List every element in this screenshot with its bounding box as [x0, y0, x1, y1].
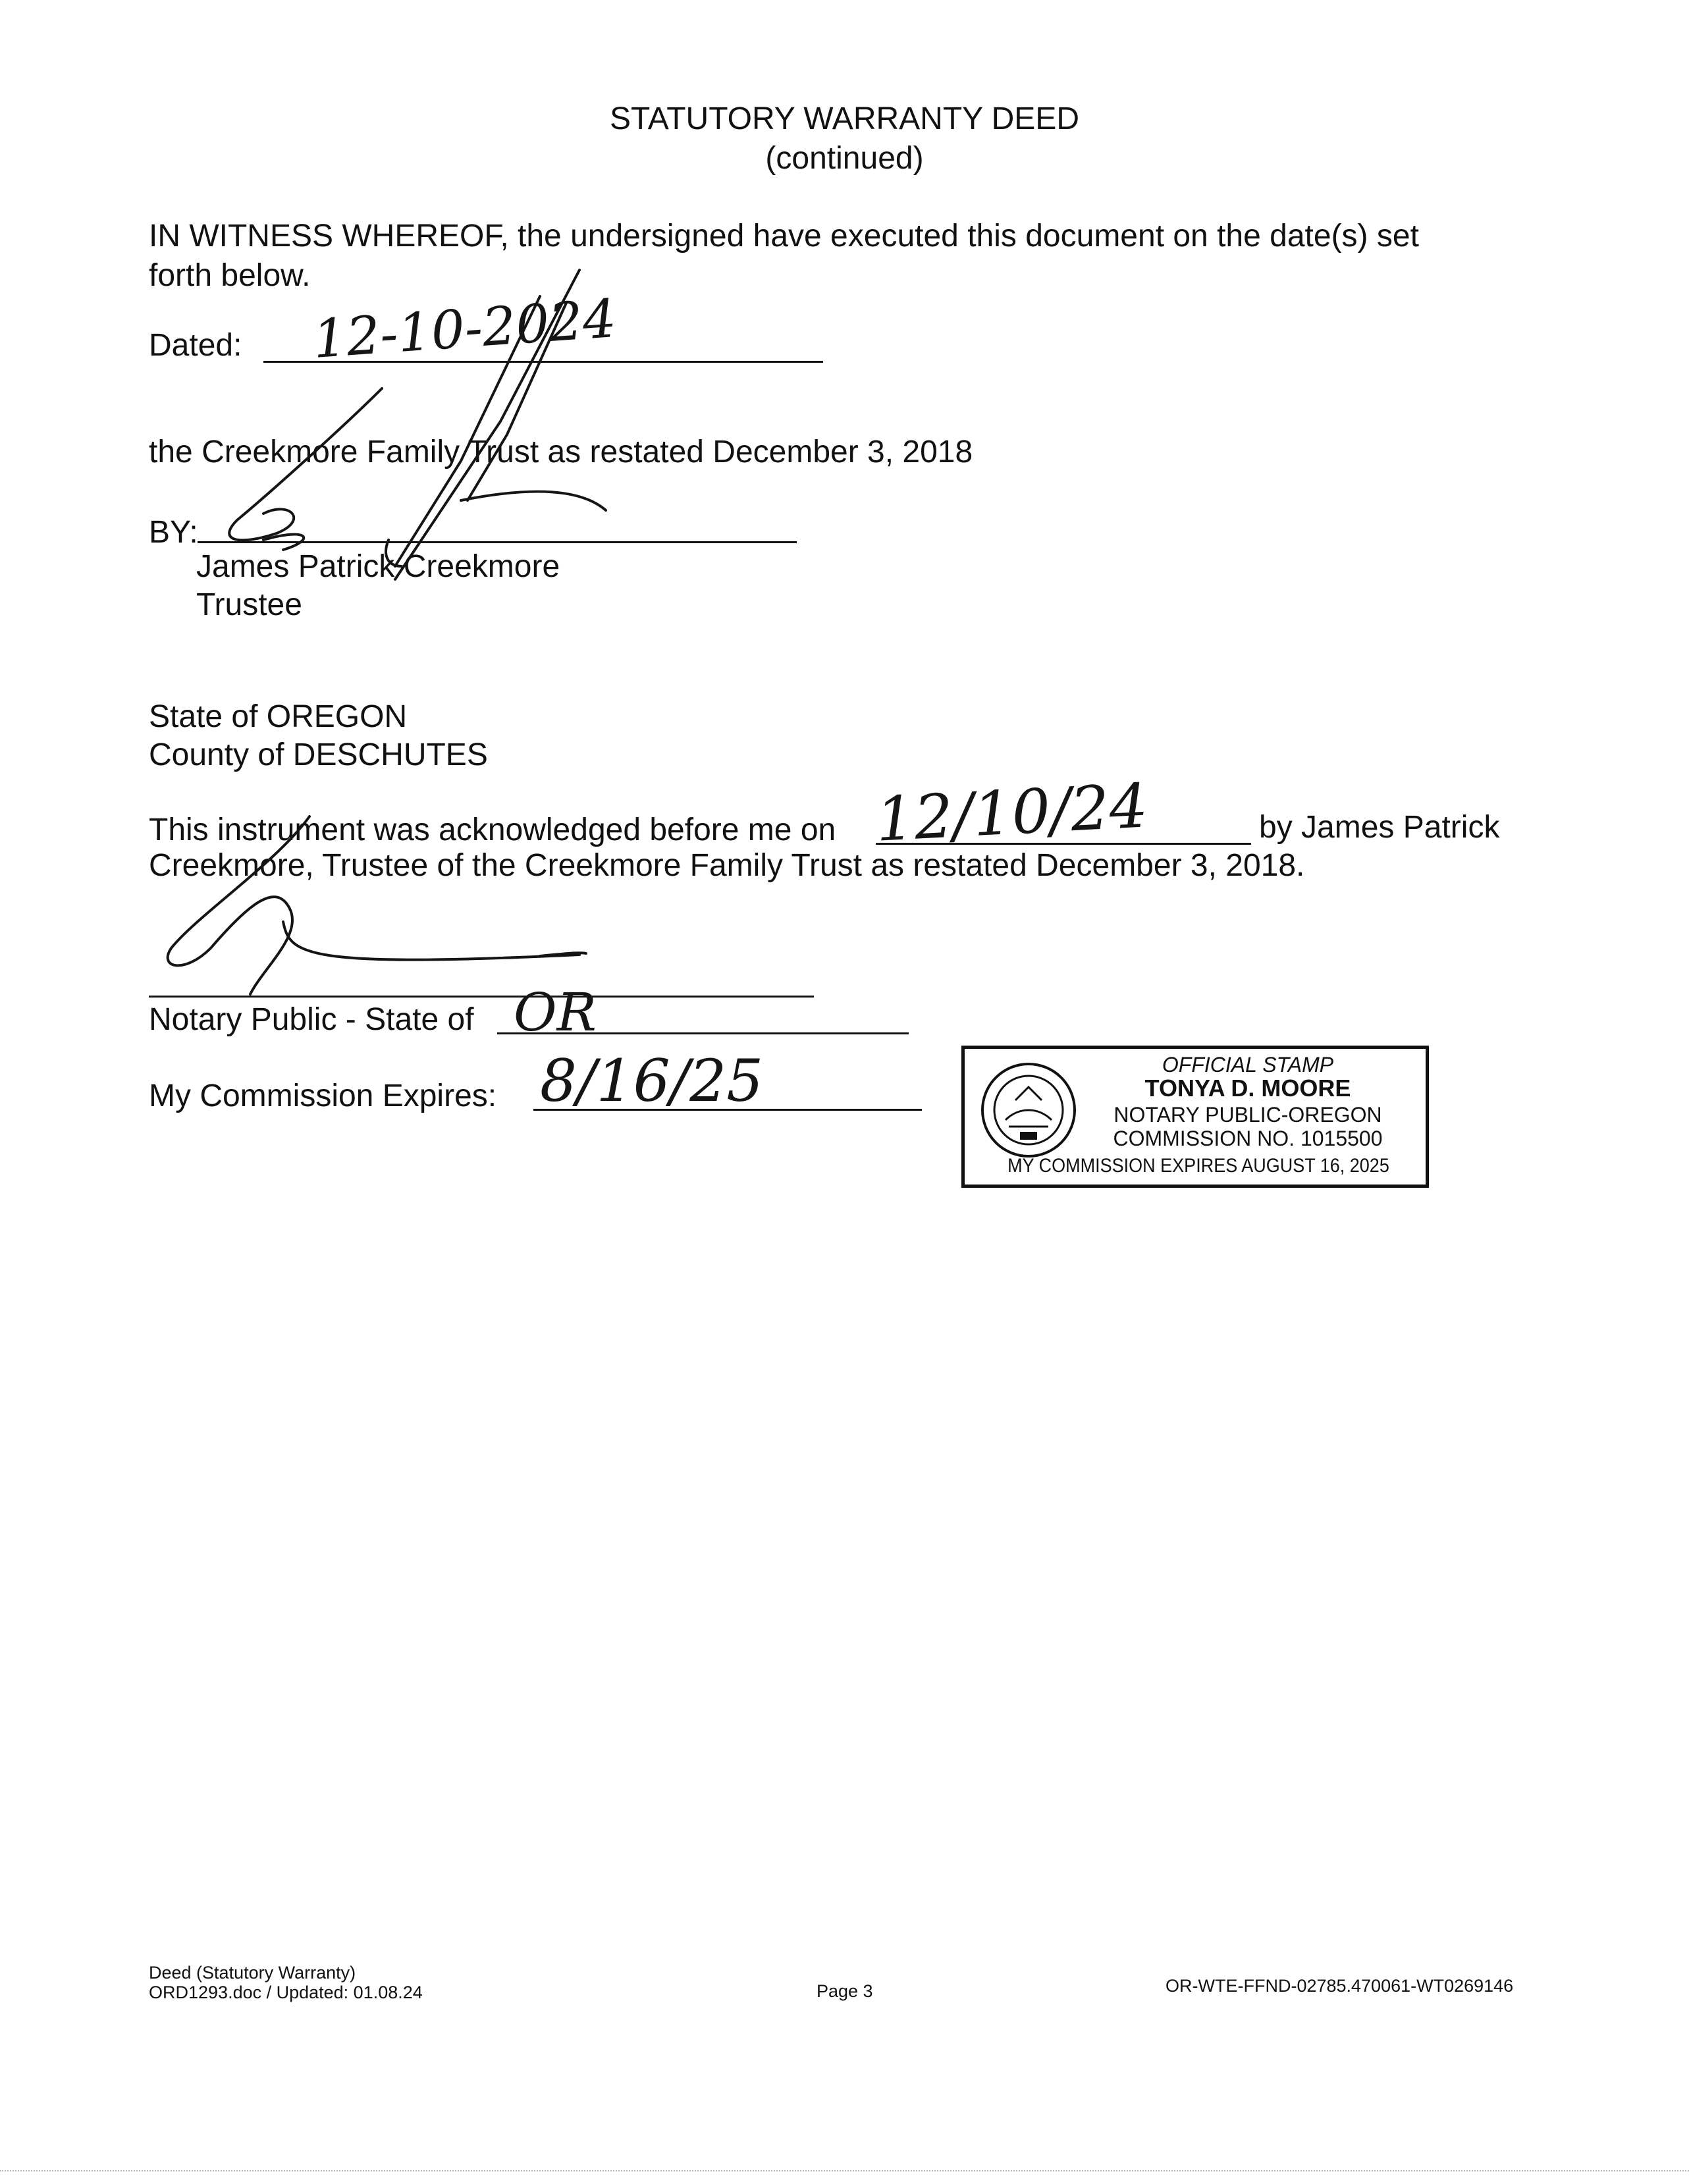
document-title: STATUTORY WARRANTY DEED — [610, 101, 1079, 136]
acknowledgment-prefix: This instrument was acknowledged before me on — [149, 812, 836, 847]
stamp-heading: OFFICIAL STAMP — [1162, 1053, 1334, 1077]
dated-label: Dated: — [149, 328, 242, 363]
stamp-line-2: COMMISSION NO. 1015500 — [1113, 1127, 1383, 1150]
acknowledgment-suffix: by James Patrick — [1259, 810, 1500, 845]
stamp-line-1: NOTARY PUBLIC-OREGON — [1113, 1103, 1382, 1127]
acknowledgment-handwritten-date: 12/10/24 — [874, 770, 1150, 855]
witness-line-2: forth below. — [149, 258, 311, 293]
footer-order-id: OR-WTE-FFND-02785.470061-WT0269146 — [1166, 1976, 1514, 1996]
oregon-state-seal-icon — [979, 1061, 1078, 1159]
commission-expires-label: My Commission Expires: — [149, 1079, 497, 1113]
notary-state-handwritten: OR — [514, 982, 597, 1043]
footer-doc-ref: ORD1293.doc / Updated: 01.08.24 — [149, 1983, 423, 2002]
footer-page-number: Page 3 — [817, 1981, 873, 2001]
commission-expires-handwritten: 8/16/25 — [540, 1047, 764, 1115]
signer-title: Trustee — [196, 587, 302, 622]
footer-doc-type: Deed (Statutory Warranty) — [149, 1963, 356, 1983]
acknowledgment-line-2: Creekmore, Trustee of the Creekmore Family Trust as restated December 3, 2018. — [149, 848, 1305, 883]
notary-state-label: Notary Public - State of — [149, 1002, 474, 1037]
witness-line-1: IN WITNESS WHEREOF, the undersigned have executed this document on the date(s) set — [149, 219, 1419, 253]
trust-name: the Creekmore Family Trust as restated December 3, 2018 — [149, 435, 973, 469]
document-subtitle: (continued) — [765, 141, 924, 176]
official-notary-stamp — [961, 1046, 1429, 1188]
by-label: BY: — [149, 515, 198, 550]
venue-state: State of OREGON — [149, 699, 408, 734]
stamp-notary-name: TONYA D. MOORE — [1144, 1075, 1351, 1102]
notary-signature-line — [149, 996, 814, 998]
dated-handwritten-value: 12-10-2024 — [311, 288, 618, 370]
venue-county: County of DESCHUTES — [149, 737, 488, 772]
scan-edge-artifact — [0, 2170, 1689, 2171]
signer-name: James Patrick Creekmore — [196, 549, 560, 584]
stamp-line-3: MY COMMISSION EXPIRES AUGUST 16, 2025 — [1007, 1155, 1389, 1177]
